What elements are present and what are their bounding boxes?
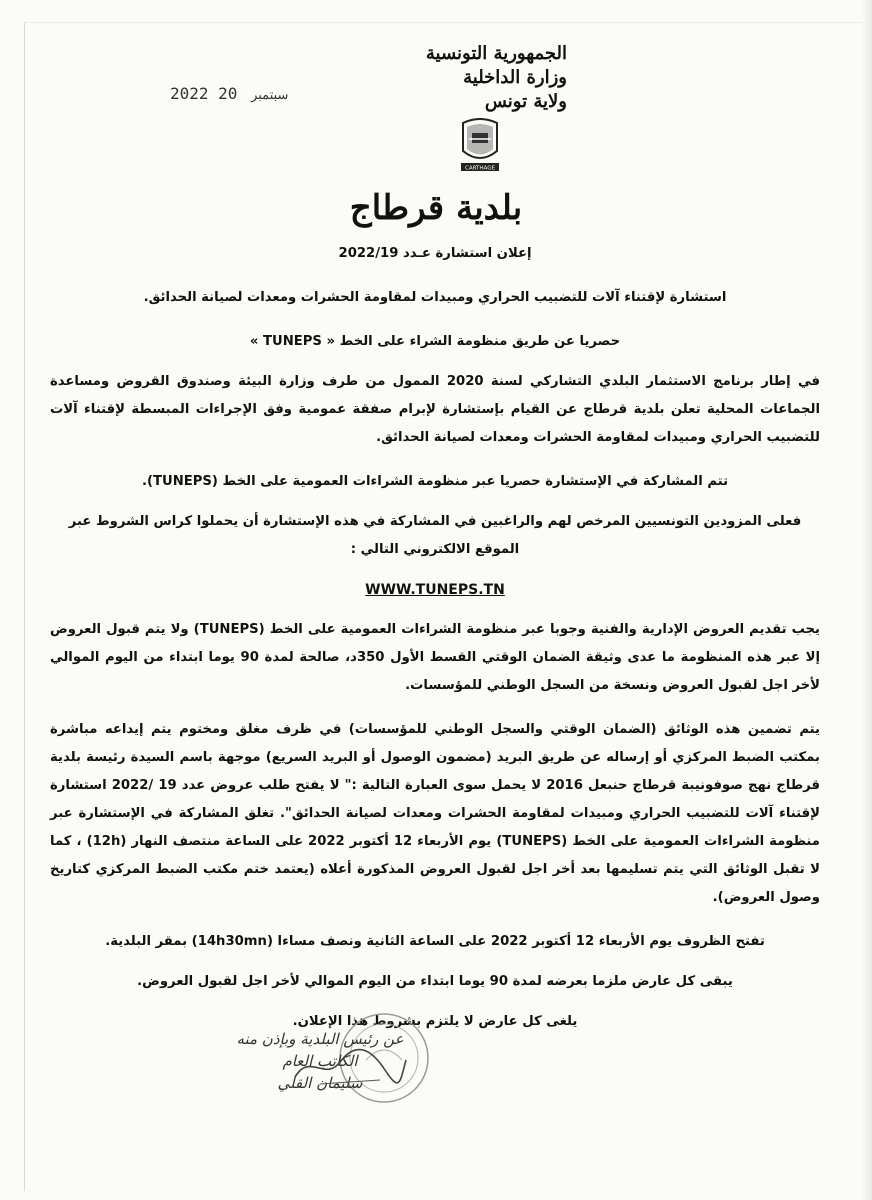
letterhead-ministry: وزارة الداخلية <box>463 67 567 88</box>
carthage-emblem-icon <box>457 117 503 173</box>
letterhead <box>426 42 567 114</box>
paragraph-participation: تتم المشاركة في الإستشارة حصريا عبر منظومة الشراءات العمومية على الخط (TUNEPS). <box>141 474 729 489</box>
date-stamp-day: 20 <box>218 84 238 103</box>
handwritten-signature-icon <box>290 1042 410 1092</box>
signature-block <box>140 1012 470 1132</box>
date-stamp <box>170 84 292 103</box>
municipality-title: بلدية قرطاج <box>349 188 523 228</box>
emblem-caption: CARTHAGE <box>465 165 495 172</box>
paragraph-opening: تفتح الظروف يوم الأربعاء 12 أكتوبر 2022 على الساعة الثانية ونصف مساءا (14h30mn) بمقر البلدية. <box>105 934 765 949</box>
tuneps-website-link[interactable]: WWW.TUNEPS.TN <box>365 582 505 598</box>
date-stamp-year: 2022 <box>170 84 209 103</box>
announcement-subject: استشارة لإقتناء آلات للتضبيب الحراري ومبيدات لمقاومة الحشرات ومعدات لصيانة الحدائق. <box>143 290 727 305</box>
letterhead-governorate: ولاية تونس <box>484 91 567 112</box>
announcement-title: إعلان استشارة عـدد 2022/19 <box>338 246 532 261</box>
scan-edge-shadow <box>862 0 872 1200</box>
signature-name: سليمان القلي <box>277 1074 363 1092</box>
paragraph-context: في إطار برنامج الاستثمار البلدي التشاركي لسنة 2020 الممول من طرف وزارة البيئة وصندوق القروض ومساعدة الجماعات المحلية تعلن بلدية قرطاج عن القيام بإستشارة لإبرام صفقة عمومية وفق الإجراءات المبسطة لإقتناء آلات للتضبيب الحراري ومبيدات لمقاومة الحشرات ومعدات لصيانة الحدائق. <box>50 374 820 445</box>
paragraph-submission: يجب تقديم العروض الإدارية والفنية وجوبا عبر منظومة الشراءات العمومية على الخط (TUNEPS) ولا يتم قبول العروض إلا عبر هذه المنظومة ما عدى وثيقة الضمان الوقتي القسط الأول 350د، صالحة لمدة 90 يوما ابتداء من اليوم الموالي لأخر اجل لقبول العروض ونسخة من السجل الوطني للمؤسسات. <box>50 622 820 693</box>
letterhead-republic: الجمهورية التونسية <box>425 43 567 64</box>
signature-role: الكاتب العام <box>282 1052 358 1070</box>
signature-delegation: عن رئيس البلدية وبإذن منه <box>236 1030 404 1048</box>
paragraph-validity: يبقى كل عارض ملزما بعرضه لمدة 90 يوما ابتداء من اليوم الموالي لأخر اجل لقبول العروض. <box>137 974 733 989</box>
tuneps-exclusive-note: حصريا عن طريق منظومة الشراء على الخط « TUNEPS » <box>249 334 621 349</box>
paragraph-suppliers: فعلى المزودين التونسيين المرخص لهم والراغبين في المشاركة في هذه الإستشارة أن يحملوا كراس الشروط عبر الموقع الالكتروني التالي : <box>68 514 802 557</box>
date-stamp-month: سبتمبر <box>251 88 289 103</box>
paragraph-cancellation: يلغى كل عارض لا يلتزم بشروط هذا الإعلان. <box>292 1014 578 1029</box>
announcement-body <box>50 240 820 1036</box>
paragraph-documents: يتم تضمين هذه الوثائق (الضمان الوقتي والسجل الوطني للمؤسسات) في ظرف مغلق ومختوم يتم إيداعه مباشرة بمكتب الضبط المركزي أو إرساله عن طريق البريد (مضمون الوصول أو البريد السريع) موجهة باسم السيدة رئيسة بلدية قرطاج نهج صوفونيبة قرطاج حنبعل 2016 لا يحمل سوى العبارة التالية :" لا يفتح طلب عروض عدد 19 /2022 استشارة لإقتناء آلات للتضبيب الحراري ومبيدات لمقاومة الحشرات ومعدات لصيانة الحدائق". تغلق المشاركة في الإستشارة عبر منظومة الشراءات العمومية على الخط (TUNEPS) يوم الأربعاء 12 أكتوبر 2022 على الساعة منتصف النهار (12h) ، كما لا تقبل الوثائق التي يتم تسليمها بعد أخر اجل لقبول العروض المذكورة أعلاه (يعتمد ختم مكتب الضبط المركزي كتاريخ وصول العروض). <box>50 722 820 905</box>
